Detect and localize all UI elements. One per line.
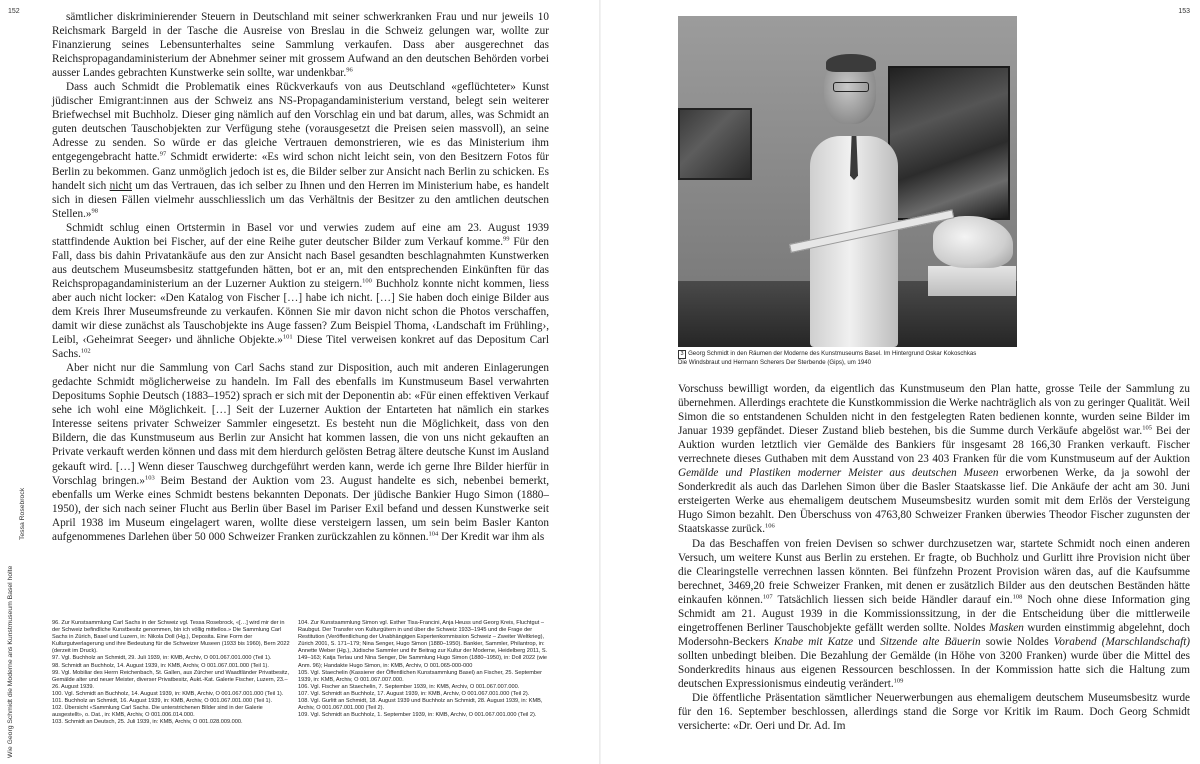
- text-run: Der Kredit war ihm als: [438, 530, 545, 543]
- text-run: sämtlicher diskriminierender Steuern in Deutschland mit seiner schwerkranken Frau und nur jeweils 10 Reichsmark Bargeld in der Tasche die Ausreise von Breslau in die Schweiz gelungen war, wollte zur Finanzierung seines Lebensunterhaltes seine Sammlung verkaufen. Dass aber ausgerechnet das Reichspropagandaministerium der Abnehmer seiner mit grossem Aufwand an den deutschen Behörden vorbei ausser Landes gebrachten Kunstwerke sein sollte, war undenkbar.: [52, 11, 549, 80]
- text-run: sollten unbedingt bleiben. Die Bezahlung der Gemälde (in Höhe von 3200 Franken) wurde über die Mittel des Sonderkredits hinaus aus eigenen Ressourcen beschlossen. In der Kommission hatte sich die Haltung zum deutschen Expressionismus eindeutig verändert.: [678, 649, 1190, 690]
- text-run: und: [853, 635, 881, 648]
- figure-caption: [678, 350, 1018, 367]
- italic-title: Vorabend (Marschlandschaft): [1053, 635, 1191, 648]
- footnote: 107. Vgl. Schmidt an Buchholz, 17. August 1939, in: KMB, Archiv, O 001.067.001.000 (Teil 2).: [298, 690, 530, 697]
- paragraph: [52, 221, 549, 361]
- text-run: Bei der Auktion wurden letztlich vier Gemälde des Bankiers für insgesamt 28 166,30 Franken verkauft. Fischer verrechnete dieses Guthaben mit dem Ausstand von 23 403 Franken für die vom Kunstmuseum auf der Auktion: [678, 425, 1190, 466]
- footnote-ref: 106: [765, 522, 775, 530]
- footnote: 109. Vgl. Schmidt an Buchholz, 1. September 1939, in: KMB, Archiv, O 001.067.001.000 (Teil 2).: [298, 712, 537, 719]
- text-run: Tatsächlich liessen sich beide Händler darauf ein.: [772, 593, 1013, 606]
- footnote-ref: 105: [1142, 424, 1152, 432]
- italic-title: Knabe mit Katze: [773, 635, 854, 648]
- paragraph: [678, 537, 1190, 692]
- text-run: erworbenen Werke, da ja sowohl der Sonderkredit als auch das Darlehen Simon über die Basler Staatskasse lief. Die Ankäufe der acht am 30. Juni ersteigerten Werke aus ehemaligem deutschem Museumsbesitz wurden somit mit dem Erlös der Versteigung Hugo Simon bezahlt. Den Überschuss von 4763,80 Schweizer Franken überwies Theodor Fischer zugunsten der Staatskasse zurück.: [678, 467, 1190, 536]
- paragraph: [52, 10, 549, 80]
- footnote-ref: 97: [159, 150, 167, 158]
- footnote-ref: 98: [91, 206, 98, 214]
- footnote-ref: 109: [893, 677, 904, 685]
- text-run: Vorschuss bewilligt worden, da eigentlich das Kunstmuseum den Plan hatte, grosse Teile der Sammlung zu übernehmen. Allerdings erachtete die Kunstkommission die Werke nachträglich als von zu geringer Qualität. Weil Simon die so entstandenen Schulden nicht in den festgelegten Raten bedienen konnte, wurden seine Bilder im Januar 1939 gepfändet. Dieser Zustand blieb bestehen, bis die Summe durch Verkäufe abgelöst war.: [678, 383, 1190, 438]
- page-gutter: [599, 0, 601, 764]
- footnote-ref: 108: [1012, 592, 1023, 600]
- text-run: Schmidt erwiderte: «Es wird schon nicht leicht sein, von den Besitzern Fotos für Berlin zu bekommen. Ganz unmöglich jedoch ist es, die Bilder selber zur Ansicht nach Berlin zu schicken. Es handelt sich: [52, 151, 549, 192]
- photo-painting-left: [678, 108, 752, 180]
- running-head-author: Tessa Rosebrock: [19, 487, 26, 540]
- figure-photo-georg-schmidt: [678, 16, 1017, 347]
- footnote: 106. Vgl. Fischer an Staechelin, 7. September 1939, in: KMB, Archiv, O 001.067.007.000.: [298, 683, 520, 690]
- right-page-body-text: [678, 382, 1190, 733]
- footnote: 100. Vgl. Schmidt an Buchholz, 14. August 1939, in: KMB, Archiv, O 001.067.001.000 (Teil 1).: [52, 690, 284, 697]
- footnote-ref: 103: [144, 473, 155, 481]
- footnotes-column-2: [298, 620, 548, 719]
- footnote: 98. Schmidt an Buchholz, 14. August 1939, in: KMB, Archiv, O 001.067.001.000 (Teil 1).: [52, 662, 269, 669]
- text-run: um das Vertrauen, das ich selber zu Ihnen und den Herren im Ministerium habe, es handelt sich in diesen Fällen vielmehr ausschliesslich um das Verhältnis der Besitzer zu den amtlichen deutschen Stellen.»: [52, 179, 549, 220]
- italic-title: Sitzende alte Bäuerin: [880, 635, 981, 648]
- text-run: Für den Fall, dass bis dahin Privatankäufe aus den zur Ansicht nach Basel gesandten beschlagnahmten Kunstwerken aus deutschem Museumsbesitz stattgefunden hätten, bot er an, mit den entsprechenden Einkünften für das Reichspropagandaministerium an der Luzerner Auktion zu steigern.: [52, 235, 549, 290]
- text-run: Aber nicht nur die Sammlung von Carl Sachs stand zur Disposition, auch mit anderen Einlagerungen gedachte Schmidt möglicherweise zu handeln. Im Fall des ebenfalls im Kunstmuseum Basel verwahrten Depositums Sophie Deutsch (1883–1952) sprach er sich mit der Deponentin ab: «Für einen effektiven Verkauf sehe ich wohl eine Möglichkeit. […] Seit der Luzerner Auktion der Entarteten hat nämlich ein starkes Interesse seitens privater Schweizer Sammler eingesetzt. Es besteht nun die Möglichkeit, dass von den Bildern, die das Kunstmuseum aus Berlin zur Ansicht hat kommen lassen, die von uns nicht gekauften an Private verkauft werden können und dass mit dem hierdurch gelösten Betrag ältere deutsche Kunst im Ausland gekauft wird. […] Wenn dieser Tauschweg durchgeführt werden kann, werde ich gerne Ihre Bilder hierfür in Vorschlag bringen.»: [52, 362, 549, 487]
- footnote-ref: 101: [282, 333, 293, 341]
- paragraph: [52, 361, 549, 544]
- italic-title: Masken: [989, 621, 1024, 634]
- footnote: 104. Zur Kunstsammlung Simon vgl. Esther Tisa-Francini, Anja Heuss und Georg Kreis, Fluchtgut – Raubgut. Der Transfer von Kulturgütern in und über die Schweiz 1933–1945 und die Frage der Restitution (Veröffentlichung der Unabhängigen Expertenkommission Schweiz – Zweiter Weltkrieg), Zürich 2001, S. 171–179; Nina Senger, Hugo Simon (1880–1950). Bankier, Sammler, Philantrop, in: Annette Weber (Hg.), Jüdische Sammler und ihr Beitrag zur Kultur der Moderne, Heidelberg 2011, S. 149–163; Katja Terlau und Nina Senger, Die Sammlung Hugo Simon (1880–1950), in: Doll 2022 (wie Anm. 96); Handakte Hugo Simon, in: KMB, Archiv, O 001.065-000-000: [298, 620, 548, 669]
- text-run: Schmidt schlug einen Ortstermin in Basel vor und verwies zudem auf eine am 23. August 1939 stattfindende Auktion bei Fischer, auf der eine Reihe guter deutscher Bilder zum Verkauf komme.: [52, 221, 549, 248]
- text-run: Beim Bestand der Auktion vom 23. August handelte es sich, nebenbei bemerkt, ebenfalls um Werke eines Schmidt bestens bekannten Deponats. Der jüdische Bankier Hugo Simon (1880–1950), der sich nach seiner Flucht aus Berlin über Basel im Pariser Exil befand und dessen Kunstwerke seit April 1938 im Museum eingelagert waren, wollte diese versteigern lassen, um sein beim Basler Kanton aufgenommenes Darlehen über 50 000 Schweizer Franken zurückzahlen zu können.: [52, 474, 549, 543]
- footnote-ref: 99: [503, 235, 510, 243]
- footnote-ref: 96: [346, 66, 353, 74]
- text-run: Buchholz konnte nicht kommen, liess aber auch nicht locker: «Den Katalog von Fischer […] habe ich nicht. […] Sie haben doch einige Bilder aus dem Kreis Ihrer Museumsfreunde zu verkaufen. Können Sie mir davon nicht schon die Photos verschaffen, damit wir diese zunächst als Tauschobjekte ins Auge fassen? Zum Beispiel Thoma, ‹Landschaft im Frühling›, Leibl, ‹Geheimrat Seeger› und ähnliche Objekte.»: [52, 277, 549, 347]
- footnote: 105. Vgl. Staechelin (Kassierer der Öffentlichen Kunstsammlung Basel) an Fischer, 25. September 1939, in: KMB, Archiv, O 001.067.007.000.: [298, 669, 542, 683]
- caption-line-2: Die Windsbraut und Hermann Scherers Der Sterbende (Gips), um 1940: [678, 358, 872, 366]
- text-run: Diese Titel verweisen konkret auf das Depositum Carl Sachs.: [52, 334, 549, 361]
- figure-number-badge: 3: [678, 350, 686, 359]
- footnote-ref: 107: [762, 592, 773, 600]
- left-page-body-text: [52, 10, 549, 544]
- page-number-right: 153: [1178, 8, 1190, 15]
- photo-sculpture-plinth: [928, 266, 1016, 296]
- page-number-left: 152: [8, 8, 20, 15]
- underlined-text: nicht: [109, 179, 132, 192]
- italic-title: Gemälde und Plastiken moderner Meister aus deutschen Museen: [678, 467, 999, 480]
- footnote: 108. Vgl. Gurlitt an Schmidt, 18. August 1939 und Buchholz an Schmidt, 28. August 1939, in: KMB, Archiv, O 001.067.001.000 (Teil 2).: [298, 698, 543, 712]
- text-run: Dass auch Schmidt die Problematik eines Rückverkaufs von aus Deutschland «geflüchteter» Kunst jüdischer Emigrant:innen aus der Schweiz ans NS-Propagandaministerium verstand, belegt sein weiterer Briefwechsel mit Buchholz. Dieser ging nämlich auf den Vorschlag ein und bat darum, alles, was Schmidt an guten deutschen Tauschobjekten zur Verfügung stehe (vorausgesetzt die Preisen seien massvoll), an seine Adresse zu senden. So würde er das gleiche Vertrauen demonstrieren, wie es das Ministerium ihm entgegengebracht hatte.: [52, 81, 549, 164]
- footnote-ref: 102: [80, 347, 91, 355]
- text-run: sowie Noldes: [980, 635, 1054, 648]
- footnote: 96. Zur Kunstsammlung Carl Sachs in der Schweiz vgl. Tessa Rosebrock, «[…] wird mir der in der Schweiz befindliche Kunstbesitz genommen, bin ich völlig mittellos.» Die Sammlung Carl Sachs in Zürich, Basel und Luzern, in: Nikola Doll (Hg.), Deposita. Eine Form der Kulturgutverlagerung und ihre Bedeutung für die Schweizer Museen (1933 bis 1960), Bern 2022 (derzeit im Druck).: [52, 620, 290, 655]
- paragraph: [52, 80, 549, 220]
- footnote-ref: 104: [428, 530, 439, 537]
- footnote: 102. Übersicht «Sammlung Carl Sachs. Die unterstrichenen Bilder sind in der Galerie ausgestellt», o. Dat., in: KMB, Archiv, O 001.006.014.000.: [52, 705, 263, 719]
- paragraph: [678, 382, 1190, 537]
- footnote: 99. Vgl. Mobiliar des Herrn Reichenbach, St. Gallen, aus Zürcher und Waadtländer Privatbesitz, Gemälde alter und neuer Meister, diverser Privatbesitz, Aukt.-Kat. Galerie Fischer, Luzern, 23.–26. August 1939.: [52, 669, 290, 690]
- footnote-ref: 100: [362, 277, 372, 285]
- footnote: 97. Vgl. Buchholz an Schmidt, 29. Juli 1939, in: KMB, Archiv, O 001.067.001.000 (Teil 1).: [52, 655, 272, 662]
- text-run: Da das Beschaffen von freien Devisen so schwer durchzusetzen war, startete Schmidt noch einen anderen Versuch, um weitere Kunst aus Berlin zu erstehen. Er fragte, ob Buchholz und Gurlitt ihre Provision nicht über die Clearingstelle verrechnen lassen könnten. Bei fünfzehn Prozent Provision wären das, auf die Kaufsumme berechnet, 3469,20 freie Schweizer Franken, mit denen er zusätzlich Bilder aus den deutschen Beständen hätte einkaufen können.: [678, 537, 1190, 606]
- caption-line-1: Georg Schmidt in den Räumen der Moderne des Kunstmuseums Basel. Im Hintergrund Oskar Kokoschkas: [688, 350, 977, 357]
- text-run: Noch ohne diese Information ging Schmidt am 21. August 1939 in die Kommissionssitzung, in der die Entscheidung über die mittlerweile eingetroffenen Berliner Tauschobjekte gefällt werden sollte. Noldes: [678, 593, 1190, 634]
- footnote: 101. Buchholz an Schmidt, 16. August 1939, in: KMB, Archiv, O 001.067.001.000 (Teil 1).: [52, 698, 273, 705]
- text-run: Die öffentliche Präsentation sämtlicher Neuerwerbungen aus ehemaligem deutschem Museumsbesitz wurde für den 16. September beschlossen, allerdings stand die Sorge vor Kritik im Raum. Doch Georg Schmidt versicherte: «Dr. Oeri und Dr. Ad. Im: [678, 692, 1190, 733]
- photo-man-glasses: [833, 82, 869, 92]
- photo-man-hair: [826, 54, 876, 72]
- text-run: wurden einstimmig abgelehnt, doch Modersohn-Beckers: [678, 621, 1190, 648]
- running-head-title: Wie Georg Schmidt die Moderne ans Kunstmuseum Basel holte: [7, 565, 14, 758]
- photo-painting-kokoschka: [888, 66, 1010, 220]
- footnotes-column-1: [52, 620, 290, 726]
- paragraph: [678, 691, 1190, 733]
- footnote: 103. Schmidt an Deutsch, 25. Juli 1939, in: KMB, Archiv, O 001.028.009.000.: [52, 719, 243, 726]
